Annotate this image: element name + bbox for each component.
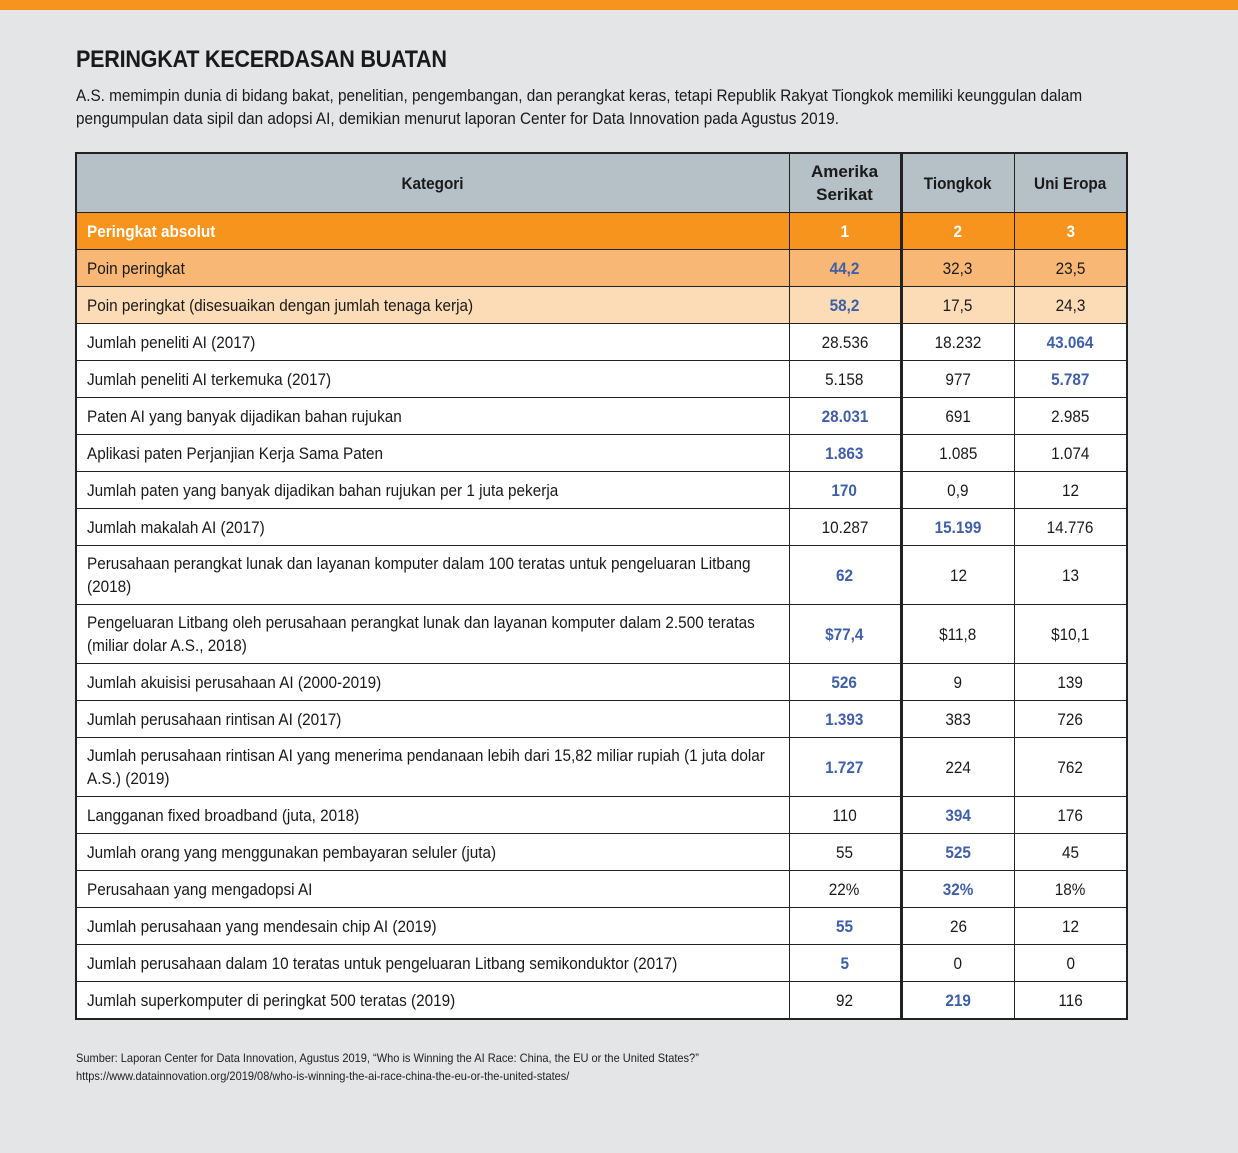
table-row <box>76 605 1127 664</box>
value-tiongkok: 0,9 <box>901 472 1014 509</box>
value-tiongkok: 32,3 <box>901 250 1014 287</box>
row-label: Jumlah superkomputer di peringkat 500 teratas (2019) <box>76 982 789 1020</box>
value-tiongkok: 1.085 <box>901 435 1014 472</box>
row-label: Jumlah peneliti AI terkemuka (2017) <box>76 361 789 398</box>
value-amerika-serikat: 5.158 <box>789 361 901 398</box>
value-uni-eropa: 2.985 <box>1014 398 1127 435</box>
row-label: Jumlah akuisisi perusahaan AI (2000-2019) <box>76 664 789 701</box>
row-label: Paten AI yang banyak dijadikan bahan rujukan <box>76 398 789 435</box>
value-uni-eropa: 24,3 <box>1014 287 1127 324</box>
table-row <box>76 435 1127 472</box>
table-row <box>76 509 1127 546</box>
row-label: Jumlah perusahaan dalam 10 teratas untuk pengeluaran Litbang semikonduktor (2017) <box>76 945 789 982</box>
value-tiongkok: 32% <box>901 871 1014 908</box>
value-uni-eropa: 139 <box>1014 664 1127 701</box>
table-row <box>76 398 1127 435</box>
value-tiongkok: 17,5 <box>901 287 1014 324</box>
header-uni-eropa: Uni Eropa <box>1014 153 1127 213</box>
value-amerika-serikat: 44,2 <box>789 250 901 287</box>
value-tiongkok: 9 <box>901 664 1014 701</box>
value-uni-eropa: 12 <box>1014 472 1127 509</box>
header-tiongkok: Tiongkok <box>901 153 1014 213</box>
table-row <box>76 797 1127 834</box>
table-row <box>76 472 1127 509</box>
value-amerika-serikat: 5 <box>789 945 901 982</box>
value-amerika-serikat: 22% <box>789 871 901 908</box>
row-label: Jumlah makalah AI (2017) <box>76 509 789 546</box>
row-label: Perusahaan perangkat lunak dan layanan komputer dalam 100 teratas untuk pengeluaran Litbang (2018) <box>76 546 789 605</box>
value-uni-eropa: 23,5 <box>1014 250 1127 287</box>
table-row <box>76 324 1127 361</box>
value-uni-eropa: $10,1 <box>1014 605 1127 664</box>
header-kategori: Kategori <box>76 153 789 213</box>
value-amerika-serikat: 55 <box>789 908 901 945</box>
value-tiongkok: 383 <box>901 701 1014 738</box>
table-row <box>76 701 1127 738</box>
top-accent-bar <box>0 0 1238 10</box>
value-amerika-serikat: 92 <box>789 982 901 1020</box>
ranking-table <box>75 152 1128 1020</box>
table-row <box>76 982 1127 1020</box>
value-tiongkok: 219 <box>901 982 1014 1020</box>
table-row <box>76 945 1127 982</box>
value-amerika-serikat: 62 <box>789 546 901 605</box>
row-label: Jumlah perusahaan rintisan AI yang menerima pendanaan lebih dari 15,82 miliar rupiah (1 juta dolar A.S.) (2019) <box>76 738 789 797</box>
value-amerika-serikat: 10.287 <box>789 509 901 546</box>
row-label: Jumlah perusahaan yang mendesain chip AI (2019) <box>76 908 789 945</box>
row-label: Aplikasi paten Perjanjian Kerja Sama Paten <box>76 435 789 472</box>
value-tiongkok: 977 <box>901 361 1014 398</box>
table-row <box>76 546 1127 605</box>
value-amerika-serikat: 110 <box>789 797 901 834</box>
value-tiongkok: 394 <box>901 797 1014 834</box>
row-label: Jumlah orang yang menggunakan pembayaran seluler (juta) <box>76 834 789 871</box>
value-uni-eropa: 18% <box>1014 871 1127 908</box>
value-uni-eropa: 762 <box>1014 738 1127 797</box>
row-label: Poin peringkat (disesuaikan dengan jumlah tenaga kerja) <box>76 287 789 324</box>
value-amerika-serikat: 28.031 <box>789 398 901 435</box>
row-label: Langganan fixed broadband (juta, 2018) <box>76 797 789 834</box>
page-subtitle: A.S. memimpin dunia di bidang bakat, penelitian, pengembangan, dan perangkat keras, tetapi Republik Rakyat Tiongkok memiliki keunggulan dalam pengumpulan data sipil dan adopsi AI, demikian menurut laporan Center for Data Innovation pada Agustus 2019. <box>76 86 1083 128</box>
table-row <box>76 871 1127 908</box>
value-uni-eropa: 726 <box>1014 701 1127 738</box>
value-tiongkok: 12 <box>901 546 1014 605</box>
value-uni-eropa: 116 <box>1014 982 1127 1020</box>
value-amerika-serikat: 28.536 <box>789 324 901 361</box>
value-amerika-serikat: 1 <box>789 213 901 250</box>
value-tiongkok: 18.232 <box>901 324 1014 361</box>
value-tiongkok: 2 <box>901 213 1014 250</box>
table-row <box>76 834 1127 871</box>
row-label: Pengeluaran Litbang oleh perusahaan perangkat lunak dan layanan komputer dalam 2.500 teratas (miliar dolar A.S., 2018) <box>76 605 789 664</box>
value-tiongkok: 525 <box>901 834 1014 871</box>
value-amerika-serikat: 1.727 <box>789 738 901 797</box>
row-label: Jumlah paten yang banyak dijadikan bahan rujukan per 1 juta pekerja <box>76 472 789 509</box>
source-note: Sumber: Laporan Center for Data Innovation, Agustus 2019, “Who is Winning the AI Race: China, the EU or the United States?” https://www.datainnovation.org/2019/08/who-is-winning-the-ai-race-china-the-eu-or-the-united-states/ <box>76 1051 699 1083</box>
value-amerika-serikat: 170 <box>789 472 901 509</box>
value-amerika-serikat: $77,4 <box>789 605 901 664</box>
value-tiongkok: 15.199 <box>901 509 1014 546</box>
row-label: Perusahaan yang mengadopsi AI <box>76 871 789 908</box>
table-row <box>76 738 1127 797</box>
value-uni-eropa: 43.064 <box>1014 324 1127 361</box>
table-row <box>76 361 1127 398</box>
value-uni-eropa: 13 <box>1014 546 1127 605</box>
value-uni-eropa: 176 <box>1014 797 1127 834</box>
table-row <box>76 664 1127 701</box>
value-tiongkok: 26 <box>901 908 1014 945</box>
table-row <box>76 287 1127 324</box>
row-label: Poin peringkat <box>76 250 789 287</box>
value-tiongkok: $11,8 <box>901 605 1014 664</box>
value-amerika-serikat: 1.863 <box>789 435 901 472</box>
value-uni-eropa: 5.787 <box>1014 361 1127 398</box>
row-label: Jumlah perusahaan rintisan AI (2017) <box>76 701 789 738</box>
value-uni-eropa: 0 <box>1014 945 1127 982</box>
header-amerika-serikat: Amerika Serikat <box>789 153 901 213</box>
row-label: Jumlah peneliti AI (2017) <box>76 324 789 361</box>
table-header-row <box>76 153 1127 213</box>
table-row <box>76 250 1127 287</box>
value-uni-eropa: 45 <box>1014 834 1127 871</box>
value-uni-eropa: 14.776 <box>1014 509 1127 546</box>
value-uni-eropa: 1.074 <box>1014 435 1127 472</box>
row-label: Peringkat absolut <box>76 213 789 250</box>
value-tiongkok: 224 <box>901 738 1014 797</box>
value-tiongkok: 0 <box>901 945 1014 982</box>
page-title: PERINGKAT KECERDASAN BUATAN <box>76 46 447 73</box>
value-amerika-serikat: 58,2 <box>789 287 901 324</box>
value-uni-eropa: 12 <box>1014 908 1127 945</box>
value-amerika-serikat: 55 <box>789 834 901 871</box>
value-uni-eropa: 3 <box>1014 213 1127 250</box>
value-amerika-serikat: 526 <box>789 664 901 701</box>
table-row <box>76 213 1127 250</box>
value-tiongkok: 691 <box>901 398 1014 435</box>
table-row <box>76 908 1127 945</box>
value-amerika-serikat: 1.393 <box>789 701 901 738</box>
